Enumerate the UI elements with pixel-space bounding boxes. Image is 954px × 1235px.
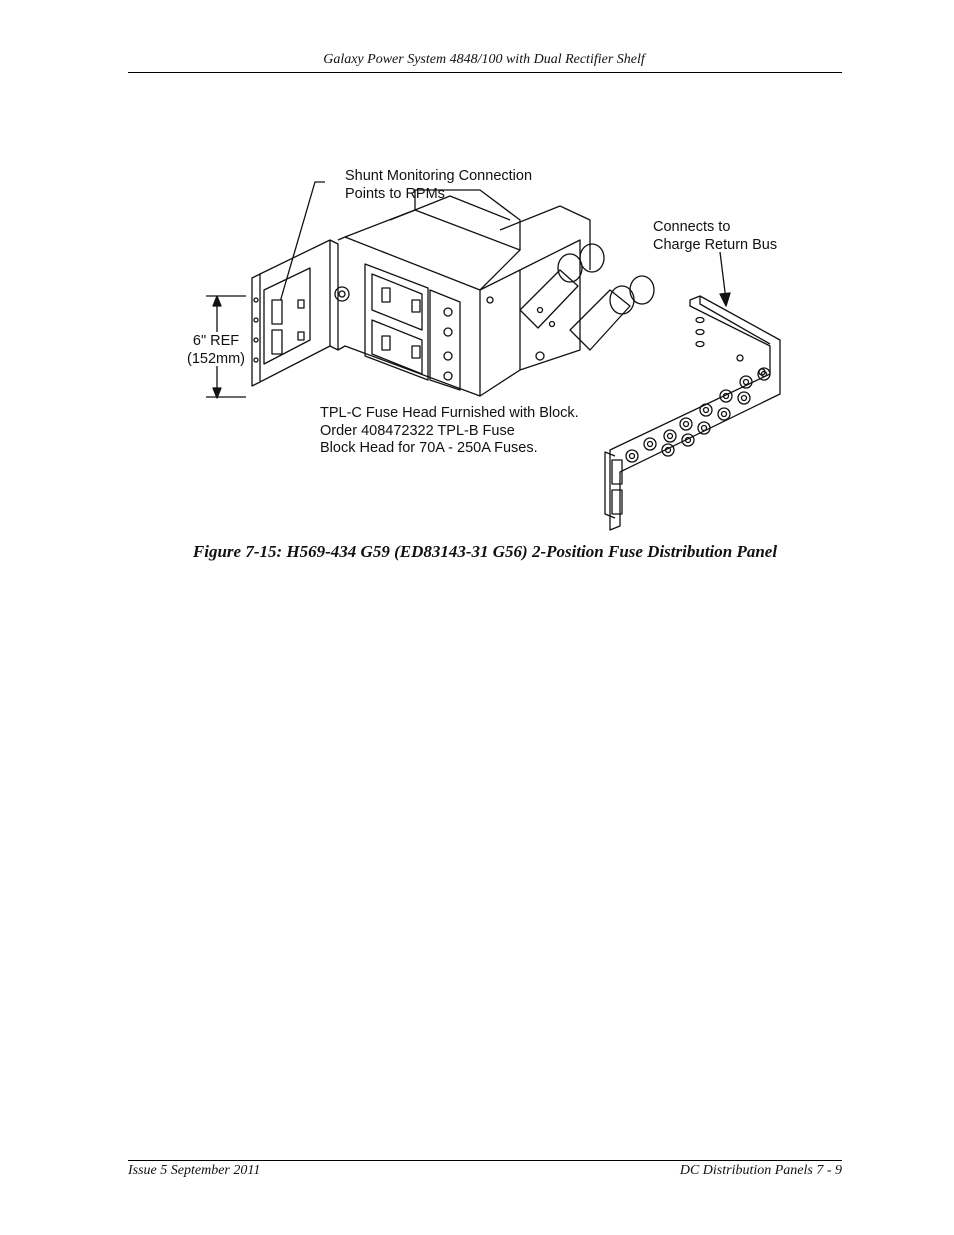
ref-dimension-label: 6" REF (152mm) <box>186 333 245 367</box>
fuse-panel-figure <box>160 160 820 540</box>
shunt-monitoring-callout: Shunt Monitoring Connection Points to RPMs <box>345 168 533 202</box>
fuse-block-body <box>335 190 590 396</box>
fuse-panel-drawing <box>160 160 820 540</box>
footer-page-number: DC Distribution Panels 7 - 9 <box>679 1163 842 1178</box>
shunt-leader-line <box>280 182 325 302</box>
cable-lugs <box>520 244 654 360</box>
left-mounting-bracket <box>252 240 338 386</box>
bus-arrow-head <box>720 293 730 306</box>
running-header: Galaxy Power System 4848/100 with Dual Rectifier Shelf <box>323 52 645 67</box>
tpl-fuse-callout: TPL-C Fuse Head Furnished with Block. Order 408472322 TPL-B Fuse Block Head for 70A - 250A Fuses. <box>320 405 579 456</box>
bus-arrow-line <box>720 252 726 300</box>
header-rule <box>128 72 842 73</box>
footer-rule <box>128 1160 842 1161</box>
charge-return-bus-bar <box>605 296 780 530</box>
footer-issue-date: Issue 5 September 2011 <box>128 1163 261 1178</box>
figure-caption: Figure 7-15: H569-434 G59 (ED83143-31 G56) 2-Position Fuse Distribution Panel <box>192 542 778 561</box>
charge-return-callout: Connects to Charge Return Bus <box>653 219 778 253</box>
